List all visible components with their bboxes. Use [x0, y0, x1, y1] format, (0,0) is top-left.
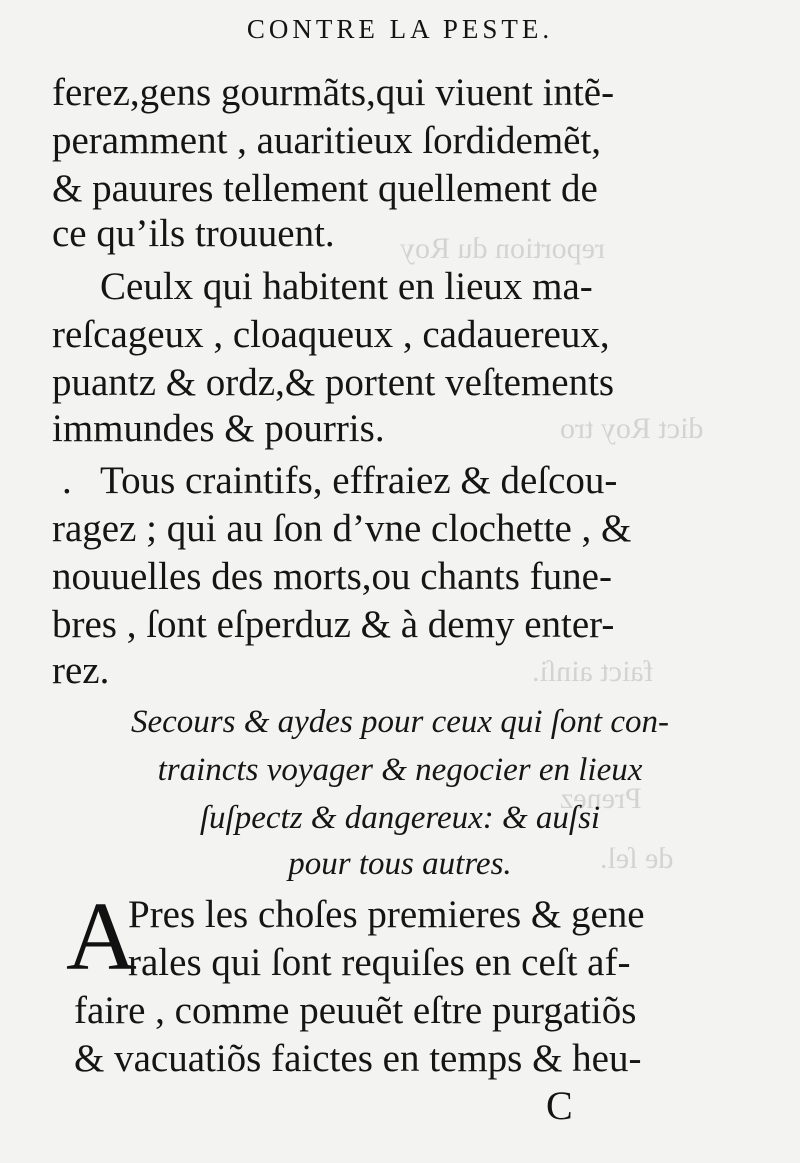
section-heading-line: pour tous autres. — [288, 846, 512, 882]
paragraph-mark: . — [62, 459, 72, 502]
text-line: bres , ſont eſperduz & à demy enter- — [52, 603, 615, 646]
show-through-text: reportion du Roy — [400, 232, 605, 265]
text-line: Ceulx qui habitent en lieux ma- — [100, 265, 593, 308]
show-through-text: Prenez — [560, 782, 642, 815]
text-line: ce qu’ils trouuent. — [52, 212, 335, 255]
text-line: immundes & pourris. — [52, 407, 385, 450]
text-line: rales qui ſont requiſes en ceſt af- — [128, 941, 631, 984]
text-line: faire , comme peuuẽt eſtre purgatiõs — [74, 989, 637, 1032]
signature-mark: C — [546, 1083, 573, 1128]
text-line: puantz & ordz,& portent veſtements — [52, 361, 615, 404]
drop-capital: A — [66, 883, 137, 991]
text-line: Pres les choſes premieres & gene — [128, 893, 645, 936]
show-through-text: dict Roy tro — [560, 412, 704, 445]
text-line: peramment , auaritieux ſordidemẽt, — [52, 119, 602, 162]
text-line: & vacuatiõs faictes en temps & heu- — [74, 1037, 642, 1080]
text-line: reſcageux , cloaqueux , cadauereux, — [52, 313, 610, 356]
section-heading-line: ſuſpectz & dangereux: & auſsi — [199, 800, 601, 836]
text-line: nouuelles des morts,ou chants fune- — [52, 555, 612, 598]
text-line: & pauures tellement quellement de — [52, 167, 598, 210]
section-heading-line: traincts voyager & negocier en lieux — [157, 752, 643, 788]
text-line: ferez,gens gourmãts,qui viuent intẽ- — [52, 71, 615, 114]
text-line: ragez ; qui au ſon d’vne clochette , & — [52, 507, 632, 550]
text-line: rez. — [52, 649, 110, 692]
section-heading-line: Secours & aydes pour ceux qui ſont con- — [131, 704, 669, 740]
show-through-text: faict ainſi. — [532, 655, 654, 688]
text-line: Tous craintifs, effraiez & deſcou- — [100, 459, 618, 502]
running-header: CONTRE LA PESTE. — [246, 14, 554, 44]
show-through-text: de ſel. — [600, 842, 674, 875]
